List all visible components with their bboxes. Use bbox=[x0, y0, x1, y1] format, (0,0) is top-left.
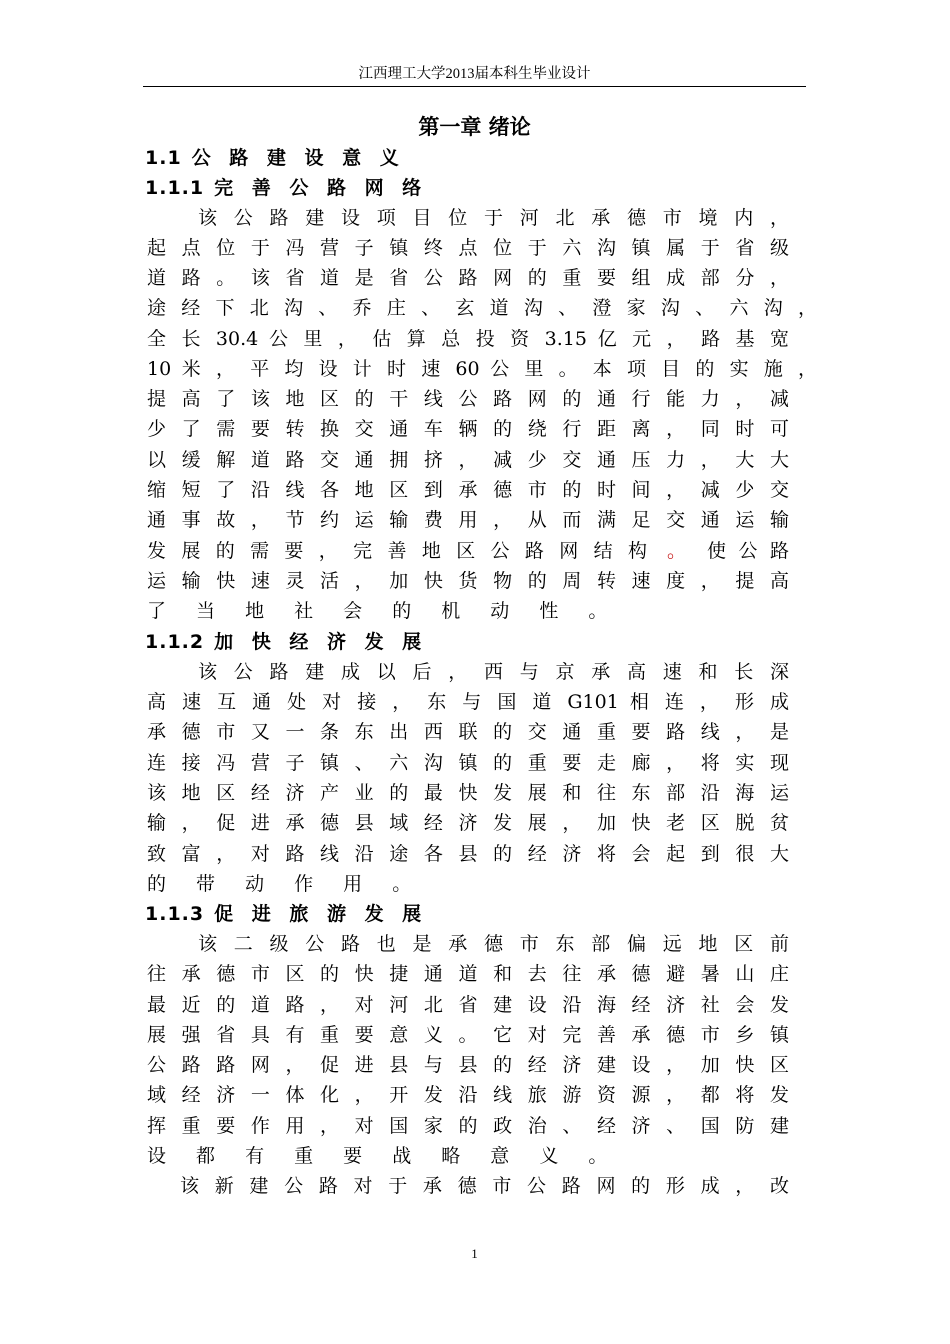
paragraph-line: 该 公 路 建 设 项 目 位 于 河 北 承 德 市 境 内 ， bbox=[198, 207, 789, 229]
section-number: 1.1.1 bbox=[145, 177, 205, 199]
paragraph-line: 少 了 需 要 转 换 交 通 车 辆 的 绕 行 距 离 ， 同 时 可 bbox=[147, 418, 789, 440]
paragraph-line: 通 事 故 ， 节 约 运 输 费 用 ， 从 而 满 足 交 通 运 输 bbox=[147, 509, 789, 531]
paragraph-line: 连 接 冯 营 子 镇 、 六 沟 镇 的 重 要 走 廊 ， 将 实 现 bbox=[147, 752, 789, 774]
section-number: 1.1 bbox=[145, 147, 182, 169]
page-number: 1 bbox=[471, 1246, 478, 1261]
paragraph-line: 承 德 市 又 一 条 东 出 西 联 的 交 通 重 要 路 线 ， 是 bbox=[147, 721, 789, 743]
paragraph-line: 起 点 位 于 冯 营 子 镇 终 点 位 于 六 沟 镇 属 于 省 级 bbox=[147, 237, 789, 259]
section-title: 公 路 建 设 意 义 bbox=[191, 147, 405, 169]
section-1-1-2-heading bbox=[145, 627, 427, 657]
paragraph-line: 运 输 快 速 灵 活 ， 加 快 货 物 的 周 转 速 度 ， 提 高 bbox=[147, 570, 789, 592]
paragraph-line-text: 使 公 路 bbox=[707, 540, 789, 562]
section-title: 完 善 公 路 网 络 bbox=[214, 177, 428, 199]
paragraph-line: 致 富 ， 对 路 线 沿 途 各 县 的 经 济 将 会 起 到 很 大 bbox=[147, 843, 789, 865]
paragraph-line: 该 二 级 公 路 也 是 承 德 市 东 部 偏 远 地 区 前 bbox=[198, 933, 789, 955]
paragraph-line: 该 公 路 建 成 以 后 ， 西 与 京 承 高 速 和 长 深 bbox=[198, 661, 789, 683]
paragraph-line: 域 经 济 一 体 化 ， 开 发 沿 线 旅 游 资 源 ， 都 将 发 bbox=[147, 1084, 789, 1106]
chapter-title: 第一章 绪论 bbox=[418, 115, 531, 139]
paragraph-line: 缩 短 了 沿 线 各 地 区 到 承 德 市 的 时 间 ， 减 少 交 bbox=[147, 479, 789, 501]
red-period: 。 bbox=[667, 540, 687, 562]
section-title: 促 进 旅 游 发 展 bbox=[214, 903, 428, 925]
paragraph-line: 了 当 地 社 会 的 机 动 性 。 bbox=[147, 600, 620, 622]
paragraph-line: 该 新 建 公 路 对 于 承 德 市 公 路 网 的 形 成 ， 改 bbox=[180, 1175, 789, 1197]
section-number: 1.1.2 bbox=[145, 631, 205, 653]
paragraph-line-text: 发 展 的 需 要 ， 完 善 地 区 公 路 网 结 构 bbox=[147, 540, 647, 562]
paragraph-line: 设 都 有 重 要 战 略 意 义 。 bbox=[147, 1145, 620, 1167]
paragraph-line: 高 速 互 通 处 对 接 ， 东 与 国 道 G101 相 连 ， 形 成 bbox=[147, 691, 789, 713]
section-1-1-heading bbox=[145, 143, 405, 173]
paragraph-line bbox=[147, 536, 789, 566]
paragraph-line: 道 路 。 该 省 道 是 省 公 路 网 的 重 要 组 成 部 分 ， bbox=[147, 267, 789, 289]
paragraph-line: 10 米 ， 平 均 设 计 时 速 60 公 里 。 本 项 目 的 实 施 ， bbox=[147, 358, 817, 380]
section-number: 1.1.3 bbox=[145, 903, 205, 925]
paragraph-line: 往 承 德 市 区 的 快 捷 通 道 和 去 往 承 德 避 暑 山 庄 bbox=[147, 963, 789, 985]
paragraph-line: 展 强 省 具 有 重 要 意 义 。 它 对 完 善 承 德 市 乡 镇 bbox=[147, 1024, 789, 1046]
paragraph-line: 的 带 动 作 用 。 bbox=[147, 873, 424, 895]
paragraph-line: 以 缓 解 道 路 交 通 拥 挤 ， 减 少 交 通 压 力 ， 大 大 bbox=[147, 449, 789, 471]
paragraph-line: 挥 重 要 作 用 ， 对 国 家 的 政 治 、 经 济 、 国 防 建 bbox=[147, 1115, 789, 1137]
paragraph-line: 公 路 路 网 ， 促 进 县 与 县 的 经 济 建 设 ， 加 快 区 bbox=[147, 1054, 789, 1076]
section-title: 加 快 经 济 发 展 bbox=[214, 631, 428, 653]
paragraph-line: 该 地 区 经 济 产 业 的 最 快 发 展 和 往 东 部 沿 海 运 bbox=[147, 782, 789, 804]
paragraph-line: 最 近 的 道 路 ， 对 河 北 省 建 设 沿 海 经 济 社 会 发 bbox=[147, 994, 789, 1016]
section-1-1-3-heading bbox=[145, 899, 427, 929]
paragraph-line: 输 ， 促 进 承 德 县 域 经 济 发 展 ， 加 快 老 区 脱 贫 bbox=[147, 812, 789, 834]
header-rule bbox=[143, 86, 806, 87]
paragraph-line: 提 高 了 该 地 区 的 干 线 公 路 网 的 通 行 能 力 ， 减 bbox=[147, 388, 789, 410]
section-1-1-1-heading bbox=[145, 173, 427, 203]
running-header: 江西理工大学2013届本科生毕业设计 bbox=[358, 66, 591, 82]
paragraph-line: 全 长 30.4 公 里 ， 估 算 总 投 资 3.15 亿 元 ， 路 基 宽 bbox=[147, 328, 789, 350]
paragraph-line: 途 经 下 北 沟 、 乔 庄 、 玄 道 沟 、 澄 家 沟 、 六 沟 ， bbox=[147, 297, 817, 319]
